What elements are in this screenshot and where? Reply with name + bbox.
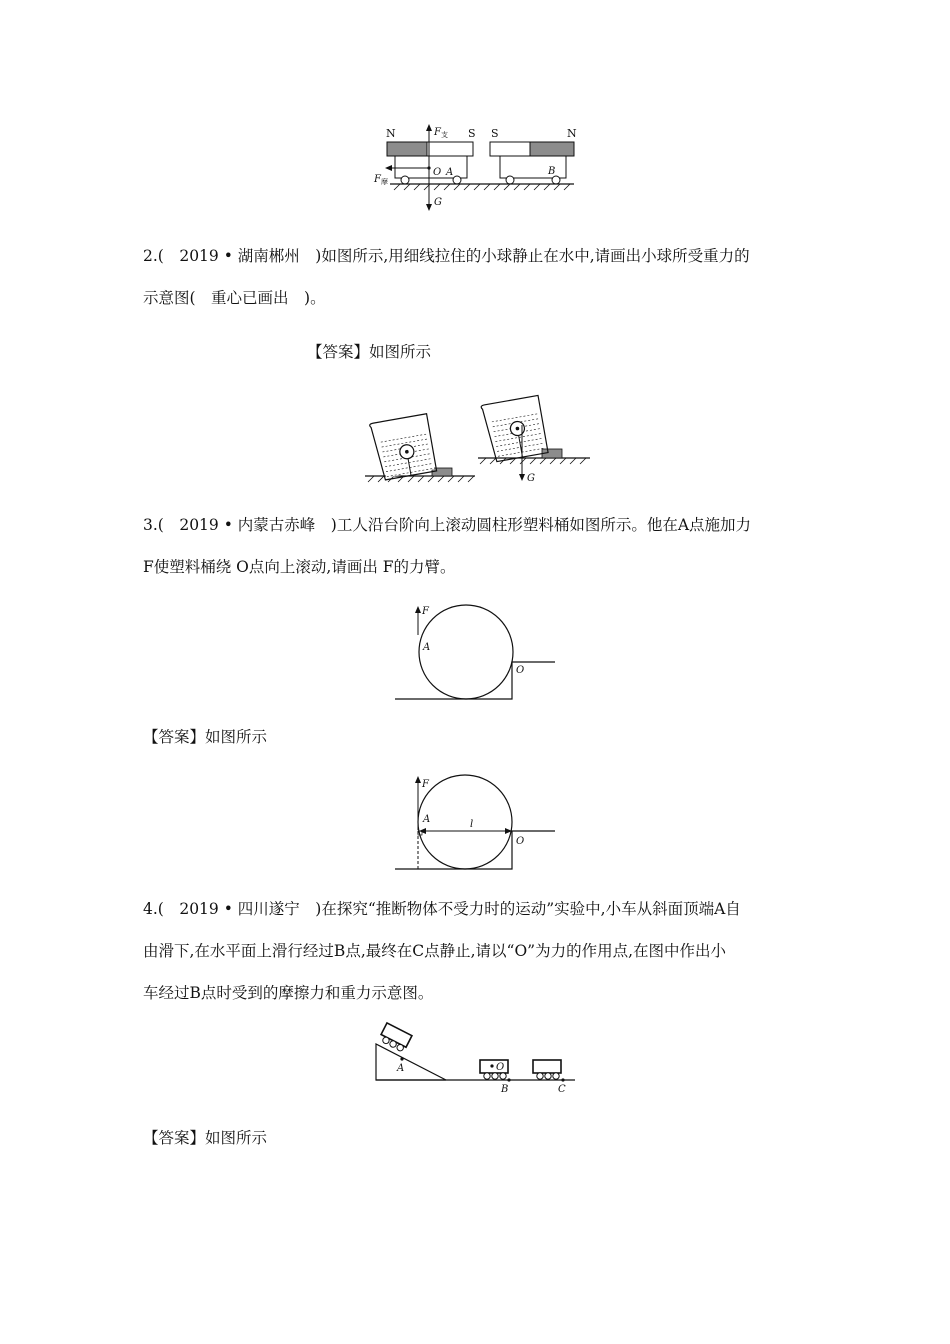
force-f-label: F bbox=[422, 606, 429, 617]
wheel bbox=[492, 1073, 498, 1079]
wheel bbox=[453, 176, 461, 184]
q3-answer: 【答案】如图所示 bbox=[143, 728, 268, 746]
point-b-dot bbox=[507, 1078, 510, 1081]
point-o-label: O bbox=[496, 1062, 505, 1073]
right-beaker bbox=[481, 395, 548, 462]
q2-line-1: 2.( 2019 • 湖南郴州 )如图所示,用细线拉住的小球静止在水中,请画出小球所受重力的 bbox=[143, 247, 750, 265]
magnet-carts-figure bbox=[360, 120, 590, 215]
wheel bbox=[500, 1073, 506, 1079]
point-o-dot bbox=[490, 1064, 493, 1067]
gravity-label: G bbox=[434, 197, 442, 208]
q3-line-1: 3.( 2019 • 内蒙古赤峰 )工人沿台阶向上滚动圆柱形塑料桶如图所示。他在A点施加力 bbox=[143, 516, 752, 534]
cart-at-c-body bbox=[533, 1060, 561, 1073]
barrel-circle bbox=[419, 605, 513, 699]
beaker-figure bbox=[360, 392, 600, 492]
gravity-arrowhead bbox=[519, 474, 525, 481]
incline-carts-figure bbox=[370, 1024, 580, 1099]
left-magnet-s-pole bbox=[427, 142, 473, 156]
left-ground-hatch bbox=[368, 476, 474, 482]
right-magnet-n-label: N bbox=[567, 127, 577, 140]
step-outline bbox=[395, 831, 555, 869]
point-a-label: A bbox=[423, 642, 431, 653]
point-a-label: A bbox=[446, 167, 454, 178]
q4-answer: 【答案】如图所示 bbox=[143, 1129, 268, 1147]
left-magnet-s-label: S bbox=[468, 127, 476, 140]
wheel bbox=[545, 1073, 551, 1079]
left-magnet-n-pole bbox=[387, 142, 427, 156]
ground-hatch bbox=[394, 184, 570, 190]
barrel-circle bbox=[418, 775, 512, 869]
point-o-label: O bbox=[516, 665, 525, 676]
left-cart-body bbox=[395, 156, 467, 178]
right-magnet-s-label: S bbox=[491, 127, 499, 140]
point-o-label: O bbox=[516, 836, 525, 847]
q4-line-2: 由滑下,在水平面上滑行经过B点,最终在C点静止,请以“O”为力的作用点,在图中作出小 bbox=[143, 942, 727, 960]
point-c-dot bbox=[561, 1078, 564, 1081]
point-b-label: B bbox=[501, 1084, 509, 1095]
right-magnet-s-pole bbox=[490, 142, 530, 156]
lever-arm-label: l bbox=[470, 819, 474, 830]
point-c-label: C bbox=[558, 1084, 566, 1095]
wheel bbox=[553, 1073, 559, 1079]
force-f-arrowhead bbox=[415, 776, 421, 783]
barrel-lever-arm-figure bbox=[390, 770, 565, 875]
friction-force-label: $F_摩$ bbox=[374, 174, 388, 186]
gravity-label: G bbox=[527, 473, 535, 484]
left-block bbox=[432, 468, 452, 476]
q4-line-3: 车经过B点时受到的摩擦力和重力示意图。 bbox=[143, 984, 434, 1002]
point-b-label: B bbox=[548, 166, 556, 177]
right-cart-body bbox=[500, 156, 566, 178]
force-f-label: F bbox=[422, 779, 429, 790]
left-magnet-n-label: N bbox=[386, 127, 396, 140]
support-force-arrowhead bbox=[426, 124, 432, 131]
gravity-arrowhead bbox=[426, 204, 432, 211]
point-a-label: A bbox=[423, 814, 431, 825]
q4-line-1: 4.( 2019 • 四川遂宁 )在探究“推断物体不受力时的运动”实验中,小车从斜面顶端A自 bbox=[143, 900, 741, 918]
point-o-dot bbox=[427, 166, 430, 169]
left-beaker bbox=[369, 414, 436, 481]
q3-line-2: F使塑料桶绕 O点向上滚动,请画出 F的力臂。 bbox=[143, 558, 456, 576]
q2-line-2: 示意图( 重心已画出 )。 bbox=[143, 289, 326, 307]
wheel bbox=[401, 176, 409, 184]
right-magnet-n-pole bbox=[530, 142, 574, 156]
q2-answer: 【答案】如图所示 bbox=[307, 343, 432, 361]
incline-ramp bbox=[376, 1044, 446, 1080]
force-f-arrowhead bbox=[415, 606, 421, 613]
wheel bbox=[537, 1073, 543, 1079]
wheel bbox=[484, 1073, 490, 1079]
support-force-label: $F_支$ bbox=[434, 127, 448, 139]
barrel-step-figure bbox=[390, 600, 565, 705]
friction-force-arrowhead bbox=[385, 165, 392, 171]
step-outline bbox=[395, 662, 555, 699]
point-a-label: A bbox=[397, 1063, 405, 1074]
wheel bbox=[552, 176, 560, 184]
point-a-dot bbox=[400, 1057, 403, 1060]
wheel bbox=[506, 176, 514, 184]
point-o-label: O bbox=[433, 167, 442, 178]
